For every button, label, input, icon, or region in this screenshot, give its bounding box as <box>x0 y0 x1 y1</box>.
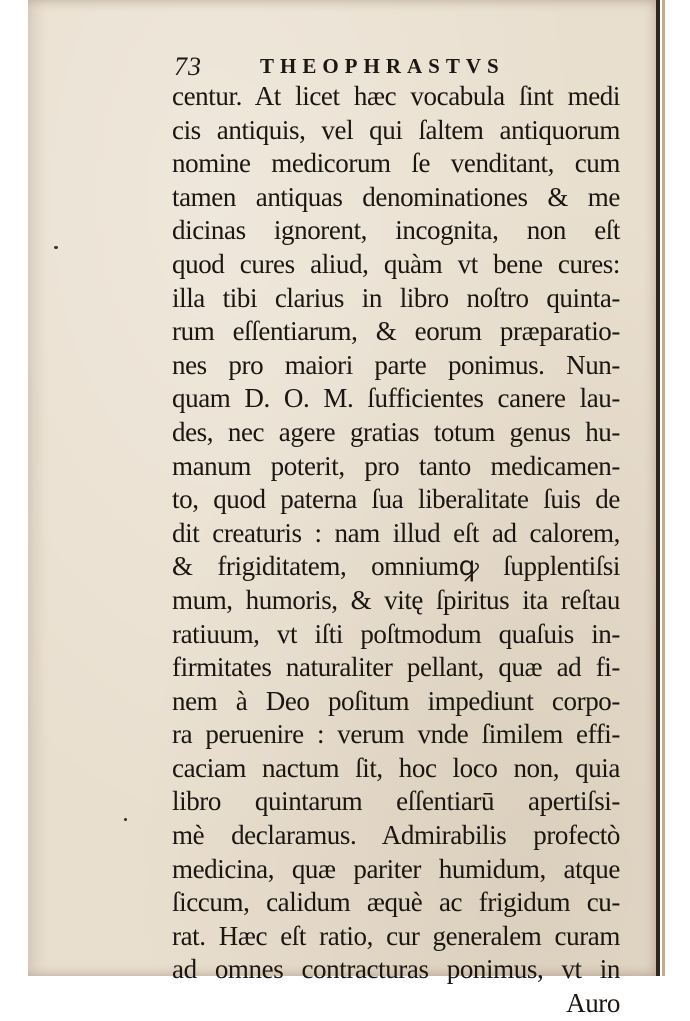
running-head: THEOPHRASTVS <box>260 54 505 78</box>
body-text <box>172 80 620 1021</box>
text-line: ſiccum, calidum æquè ac frigidum cu- <box>172 887 620 918</box>
text-line: mè declaramus. Admirabilis profectò <box>172 820 620 851</box>
text-line: ra peruenire : verum vnde ſimilem effi- <box>172 719 620 750</box>
text-line: mum, humoris, & vitę ſpiritus ita reſtau <box>172 584 620 615</box>
page-number: 73 <box>174 52 202 81</box>
text-line: firmitates naturaliter pellant, quæ ad fi- <box>172 652 620 683</box>
text-line: nes pro maiori parte ponimus. Nun- <box>172 349 620 380</box>
text-line: quod cures aliud, quàm vt bene cures: <box>172 248 620 279</box>
text-line: rum eſſentiarum, & eorum præparatio- <box>172 316 620 347</box>
text-line: caciam nactum ſit, hoc loco non, quia <box>172 752 620 783</box>
ink-speck <box>124 818 127 821</box>
text-line: illa tibi clarius in libro noſtro quinta- <box>172 282 620 313</box>
text-line: centur. At licet hæc vocabula ſint medi <box>172 81 620 111</box>
text-line: nomine medicorum ſe venditant, cum <box>172 148 620 179</box>
text-line: rat. Hæc eſt ratio, cur generalem curam <box>172 920 620 951</box>
book-page <box>28 0 660 1019</box>
text-line: des, nec agere gratias totum genus hu- <box>172 416 620 447</box>
text-line: nem à Deo poſitum impediunt corpo- <box>172 685 620 716</box>
text-line: ratiuum, vt iſti poſtmodum quaſuis in- <box>172 618 620 649</box>
page-outer-edge <box>662 0 665 976</box>
text-line: & frigiditatem, omniumꝙ ſupplentiſsi <box>172 551 620 582</box>
text-line: cis antiquis, vel qui ſaltem antiquorum <box>172 114 620 145</box>
text-line: ad omnes contracturas ponimus, vt in <box>172 954 620 985</box>
text-line: manum poterit, pro tanto medicamen- <box>172 450 620 481</box>
text-line: tamen antiquas denominationes & me <box>172 181 620 212</box>
text-line: to, quod paterna ſua liberalitate ſuis de <box>172 484 620 515</box>
text-line: dit creaturis : nam illud eſt ad calorem, <box>172 517 620 548</box>
text-line: dicinas ignorent, incognita, non eſt <box>172 215 620 246</box>
text-line: quam D. O. M. ſufficientes canere lau- <box>172 383 620 414</box>
catchword: Auro <box>566 988 620 1019</box>
text-line: libro quintarum eſſentiarū apertiſsi- <box>172 786 620 817</box>
page-binding-edge <box>656 0 660 976</box>
text-line: medicina, quæ pariter humidum, atque <box>172 853 620 884</box>
ink-speck <box>54 246 58 249</box>
